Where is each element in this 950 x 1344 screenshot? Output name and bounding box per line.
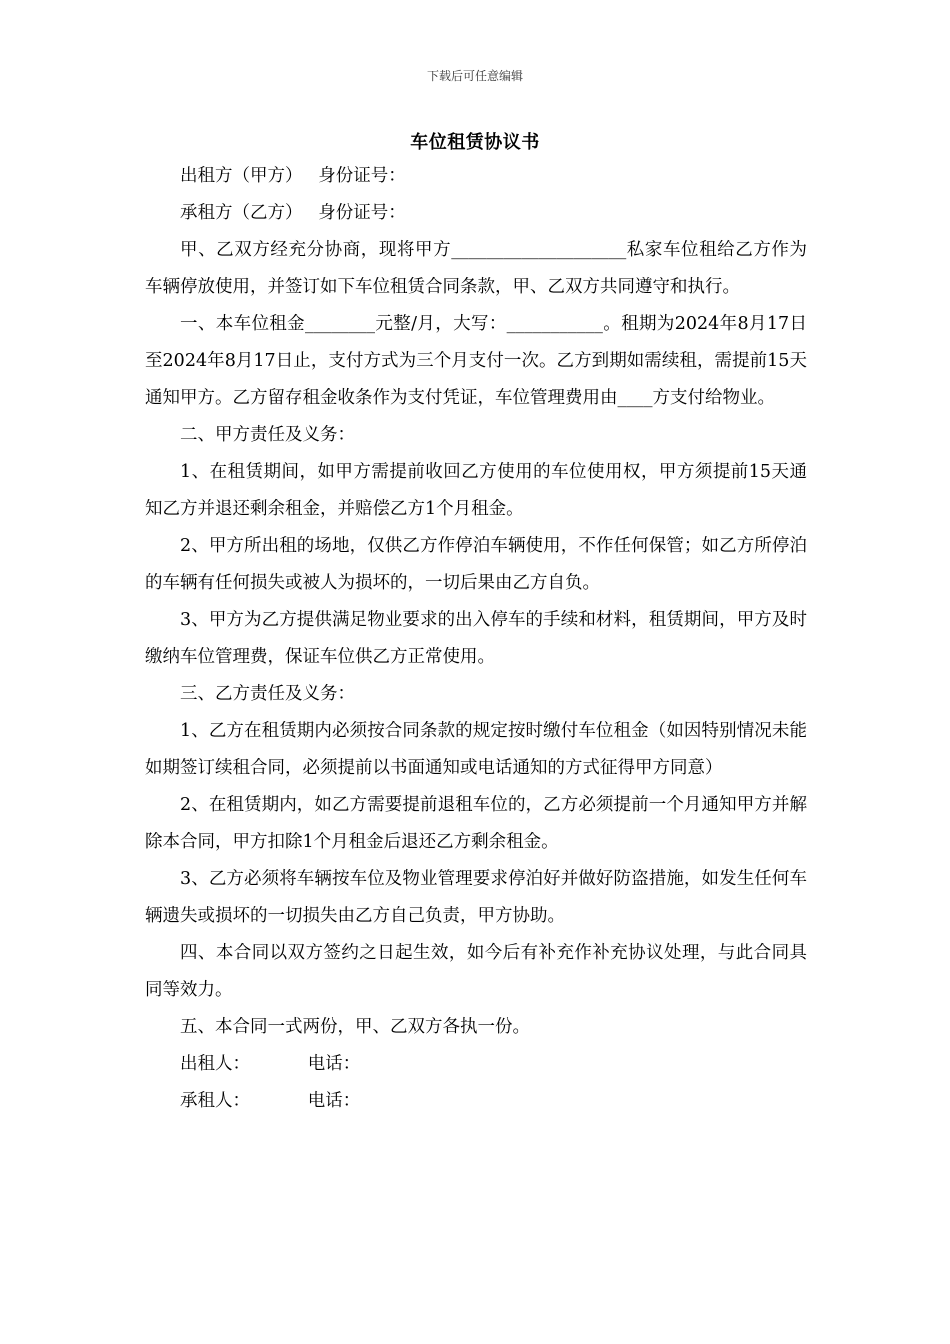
clause-2-item-3: 3、甲方为乙方提供满足物业要求的出入停车的手续和材料，租赁期间，甲方及时缴纳车位管理费，保证车位供乙方正常使用。 — [145, 610, 807, 667]
clause-3-heading: 三、乙方责任及义务： — [180, 684, 355, 704]
lessee-label: 承租方（乙方） — [180, 203, 303, 223]
clause-3-item-3: 3、乙方必须将车辆按车位及物业管理要求停泊好并做好防盗措施，如发生任何车辆遗失或损坏的一切损失由乙方自己负责，甲方协助。 — [145, 869, 807, 926]
intro-paragraph: 甲、乙双方经充分协商，现将甲方____________________私家车位租给乙方作为车辆停放使用，并签订如下车位租赁合同条款，甲、乙双方共同遵守和执行。 — [145, 240, 807, 297]
clause-3-item-1: 1、乙方在租赁期内必须按合同条款的规定按时缴付车位租金（如因特别情况未能如期签订续租合同，必须提前以书面通知或电话通知的方式征得甲方同意） — [145, 721, 807, 778]
clause-5: 五、本合同一式两份，甲、乙双方各执一份。 — [180, 1017, 530, 1037]
clause-2-item-2: 2、甲方所出租的场地，仅供乙方作停泊车辆使用，不作任何保管；如乙方所停泊的车辆有任何损失或被人为损坏的，一切后果由乙方自负。 — [145, 536, 807, 593]
lessee-phone-label: 电话： — [307, 1091, 361, 1111]
lessee-line — [145, 195, 807, 232]
lessor-signature-label: 出租人： — [180, 1054, 250, 1074]
clause-1: 一、本车位租金________元整/月，大写：___________。租期为2024年8月17日至2024年8月17日止，支付方式为三个月支付一次。乙方到期如需续租，需提前15天通知甲方。乙方留存租金收条作为支付凭证，车位管理费用由____方支付给物业。 — [145, 314, 807, 408]
document-title: 车位租赁协议书 — [410, 132, 540, 153]
clause-3-item-2: 2、在租赁期内，如乙方需要提前退租车位的，乙方必须提前一个月通知甲方并解除本合同，甲方扣除1个月租金后退还乙方剩余租金。 — [145, 795, 807, 852]
document-body — [145, 158, 807, 1120]
lessee-id-label: 身份证号： — [318, 203, 406, 223]
lessor-signature-line — [145, 1046, 807, 1083]
lessor-id-label: 身份证号： — [318, 166, 406, 186]
lessor-phone-label: 电话： — [307, 1054, 361, 1074]
lessee-signature-label: 承租人： — [180, 1091, 250, 1111]
lessee-signature-line — [145, 1083, 807, 1120]
clause-4: 四、本合同以双方签约之日起生效，如今后有补充作补充协议处理，与此合同具同等效力。 — [145, 943, 807, 1000]
header-note: 下载后可任意编辑 — [426, 69, 523, 83]
clause-2-item-1: 1、在租赁期间，如甲方需提前收回乙方使用的车位使用权，甲方须提前15天通知乙方并退还剩余租金，并赔偿乙方1个月租金。 — [145, 462, 807, 519]
clause-2-heading: 二、甲方责任及义务： — [180, 425, 355, 445]
lessor-label: 出租方（甲方） — [180, 166, 303, 186]
lessor-line — [145, 158, 807, 195]
